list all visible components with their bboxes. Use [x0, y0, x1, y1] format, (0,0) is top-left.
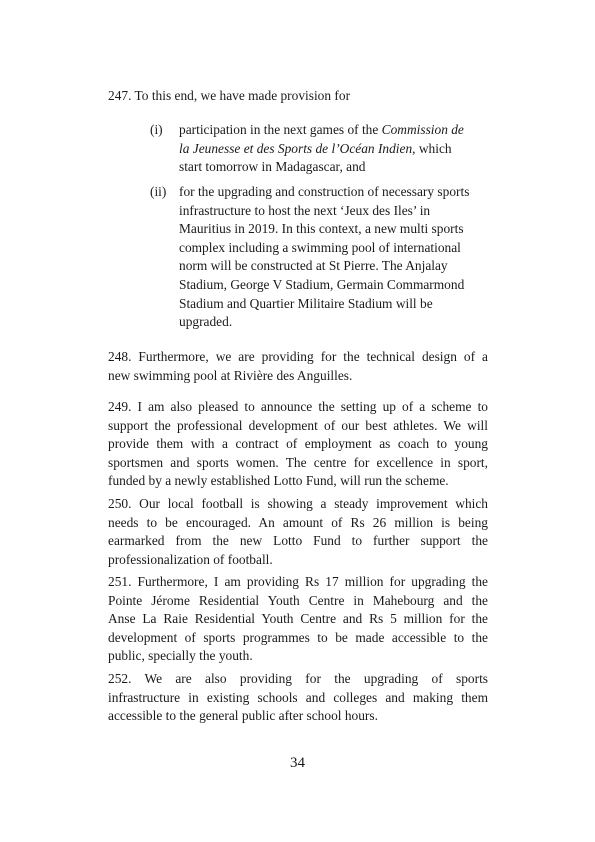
text-line: 252. We are also providing for the upgrading of sports: [108, 671, 488, 686]
text-line: complex including a swimming pool of international: [179, 239, 461, 255]
text-line: participation in the next games of the Commission de: [179, 122, 464, 137]
text-line: infrastructure in existing schools and colleges and making them: [108, 689, 488, 705]
text-line: 248. Furthermore, we are providing for the technical design of a: [108, 349, 488, 364]
text-line: needs to be encouraged. An amount of Rs 26 million is being: [108, 514, 488, 530]
paragraph-248: [108, 348, 488, 385]
text-line: public, specially the youth.: [108, 648, 253, 664]
page-number: 34: [290, 755, 305, 771]
list-item-number: (i): [150, 122, 163, 137]
text-line: Anse La Raie Residential Youth Centre and Rs 5 million for the: [108, 611, 488, 627]
text-line: upgraded.: [179, 314, 233, 330]
text-line: funded by a newly established Lotto Fund, will run the scheme.: [108, 473, 449, 489]
text-line: development of sports programmes to be made accessible to the: [108, 629, 488, 645]
text-line: norm will be constructed at St Pierre. The Anjalay: [179, 258, 448, 274]
paragraph-249: [108, 398, 488, 491]
text-line: 251. Furthermore, I am providing Rs 17 million for upgrading the: [108, 574, 488, 589]
paragraph-252: [108, 670, 488, 726]
text-line: provide them with a contract of employment as coach to young: [108, 436, 488, 452]
text-line: Stadium, George V Stadium, Germain Commarmond: [179, 276, 465, 292]
paragraph-250: [108, 495, 488, 569]
list-item-number: (ii): [150, 184, 167, 199]
text-line: Pointe Jérome Residential Youth Centre in Mahebourg and the: [108, 592, 488, 608]
text-line: la Jeunesse et des Sports de l’Océan Indien, which: [179, 140, 452, 156]
text-line: Stadium and Quartier Militaire Stadium will be: [179, 295, 433, 311]
text-line: 250. Our local football is showing a steady improvement which: [108, 496, 488, 511]
text-line: 247. To this end, we have made provision for: [108, 88, 351, 103]
text-line: infrastructure to host the next ‘Jeux des Iles’ in: [179, 202, 431, 218]
text-line: start tomorrow in Madagascar, and: [179, 159, 366, 175]
paragraph-247: [108, 87, 488, 106]
text-line: Mauritius in 2019. In this context, a new multi sports: [179, 221, 464, 237]
text-line: sportsmen and sports women. The centre for excellence in sport,: [108, 454, 488, 470]
text-line: support the professional development of our best athletes. We will: [108, 417, 488, 433]
text-line: accessible to the general public after school hours.: [108, 708, 378, 724]
text-line: new swimming pool at Rivière des Anguilles.: [108, 367, 353, 383]
text-line: 249. I am also pleased to announce the setting up of a scheme to: [108, 399, 488, 414]
text-line: earmarked from the new Lotto Fund to further support the: [108, 533, 488, 549]
text-line: professionalization of football.: [108, 551, 273, 567]
paragraph-251: [108, 573, 488, 666]
text-line: for the upgrading and construction of necessary sports: [179, 184, 470, 199]
